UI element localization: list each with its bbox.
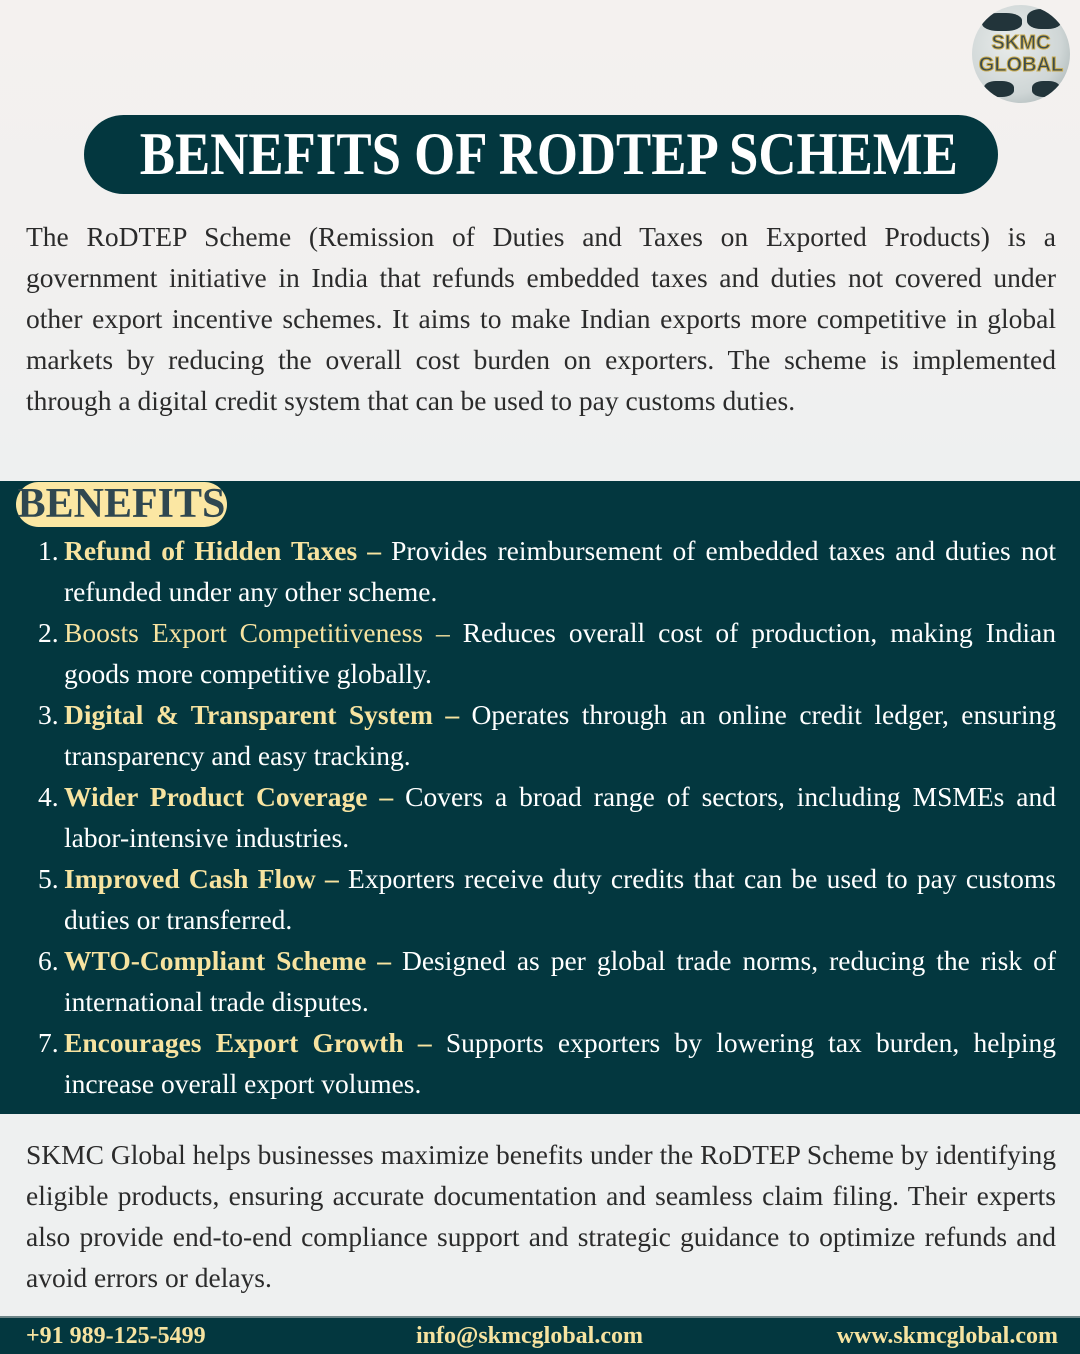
benefits-list: [38, 530, 1056, 1104]
list-item: 2. Boosts Export Competitiveness – Reduces overall cost of production, making Indian goods more competitive globally.: [38, 617, 1056, 689]
globe-land-icon: [982, 13, 1022, 31]
phone-number[interactable]: +91 989-125-5499: [26, 1323, 206, 1349]
header-section: [0, 0, 1080, 481]
contact-footer: [0, 1316, 1080, 1354]
skmc-global-logo: [972, 5, 1070, 103]
list-item: 4. Wider Product Coverage – Covers a broad range of sectors, including MSMEs and labor-intensive industries.: [38, 781, 1056, 853]
website-link[interactable]: www.skmcglobal.com: [836, 1323, 1058, 1349]
benefits-heading: BENEFITS: [17, 481, 226, 527]
closing-section: [0, 1114, 1080, 1316]
list-item: 7. Encourages Export Growth – Supports exporters by lowering tax burden, helping increase overall export volumes.: [38, 1027, 1056, 1099]
list-item: 1. Refund of Hidden Taxes – Provides reimbursement of embedded taxes and duties not refunded under any other scheme.: [38, 535, 1056, 607]
page-title-text: BENEFITS OF RODTEP SCHEME: [139, 121, 958, 187]
closing-paragraph: SKMC Global helps businesses maximize benefits under the RoDTEP Scheme by identifying eligible products, ensuring accurate documentation and seamless claim filing. Their experts also provide end-to-end compliance support and strategic guidance to optimize refunds and avoid errors or delays.: [26, 1139, 1056, 1293]
globe-land-icon: [1027, 9, 1062, 29]
list-item: 6. WTO-Compliant Scheme – Designed as per global trade norms, reducing the risk of international trade disputes.: [38, 945, 1056, 1017]
logo-text: SKMC GLOBAL: [978, 32, 1064, 76]
email-link[interactable]: info@skmcglobal.com: [416, 1323, 643, 1349]
list-item: 3. Digital & Transparent System – Operates through an online credit ledger, ensuring transparency and easy tracking.: [38, 699, 1057, 771]
intro-paragraph: The RoDTEP Scheme (Remission of Duties and Taxes on Exported Products) is a government initiative in India that refunds embedded taxes and duties not covered under other export incentive schemes. It aims to make Indian exports more competitive in global markets by reducing the overall cost burden on exporters. The scheme is implemented through a digital credit system that can be used to pay customs duties.: [26, 221, 1056, 416]
globe-land-icon: [984, 81, 1014, 97]
benefits-section: [0, 481, 1080, 1114]
page-title: [84, 115, 998, 194]
list-item: 5. Improved Cash Flow – Exporters receive duty credits that can be used to pay customs duties or transferred.: [38, 863, 1056, 935]
globe-land-icon: [1032, 81, 1060, 97]
